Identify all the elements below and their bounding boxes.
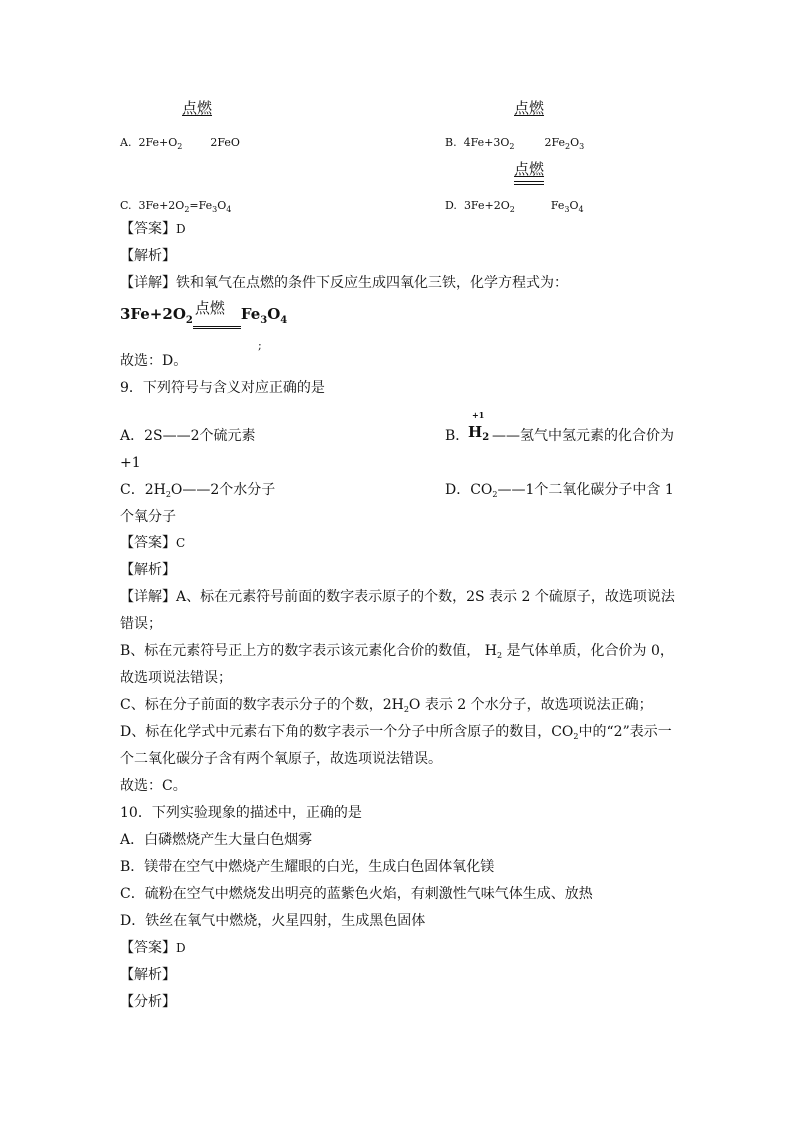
q10-option-b: B．镁带在空气中燃烧产生耀眼的白光，生成白色固体氧化镁 <box>120 859 495 875</box>
option-b: B. $4Fe+3O_2$ $2Fe_2O_3$ <box>445 136 585 151</box>
q9-option-b-letter: B． <box>445 428 470 444</box>
q9-option-b-cont: +1 <box>120 455 141 471</box>
q8-choose: 故选：D。 <box>120 353 188 369</box>
option-c: C. $3Fe+2O_2=Fe_3O_4$ <box>120 199 232 214</box>
q9-option-b-text: ——氢气中氢元素的化合价为 <box>492 428 674 444</box>
answer-line: 【答案】D <box>120 221 186 237</box>
q10-option-c: C．硫粉在空气中燃烧发出明亮的蓝紫色火焰，有刺激性气味气体生成、放热 <box>120 886 593 902</box>
q10-option-a: A．白磷燃烧产生大量白色烟雾 <box>120 832 313 848</box>
q9-detail-line6: D、标在化学式中元素右下角的数字表示一个分子中所含原子的数目，$CO_2$中的“2”表示一 <box>120 724 672 741</box>
detail-line: 【详解】铁和氧气在点燃的条件下反应生成四氧化三铁，化学方程式为： <box>120 275 568 291</box>
q9-stem: 9．下列符号与含义对应正确的是 <box>120 380 325 396</box>
option-d: D. $3Fe+2O_2$ $Fe_3O_4$ <box>445 199 584 214</box>
q9-detail-line7: 个二氧化碳分子含有两个氧原子，故选项说法错误。 <box>120 751 442 767</box>
q10-stem: 10．下列实验现象的描述中，正确的是 <box>120 805 362 821</box>
hydrogen-valence-symbol: +1 $H_2$ <box>468 410 490 443</box>
q9-detail-line2: 错误； <box>120 616 162 632</box>
q10-analysis-label: 【解析】 <box>120 967 176 983</box>
q9-detail-line5: C、标在分子前面的数字表示分子的个数，$2H_2O$ 表示 2 个水分子，故选项说法正确； <box>120 697 653 714</box>
q9-detail-line1: 【详解】A、标在元素符号前面的数字表示原子的个数，2S 表示 2 个硫原子，故选项说法 <box>120 589 675 605</box>
q9-option-d: D．$CO_2——1$个二氧化碳分子中含 1 <box>445 482 674 499</box>
q9-option-a: A．2S——2个硫元素 <box>120 428 256 444</box>
q10-analysis2-label: 【分析】 <box>120 994 176 1010</box>
q9-detail-line4: 故选项说法错误； <box>120 670 232 686</box>
option-a: A. $2Fe+O_2$ 2FeO <box>120 136 240 151</box>
chemical-equation: $3Fe+2O_2$ 点燃 $Fe_3O_4$ <box>120 307 287 326</box>
q9-choose: 故选：C。 <box>120 778 187 794</box>
condition-label-b: 点燃 <box>514 99 545 117</box>
q9-option-d-cont: 个氧分子 <box>120 509 176 525</box>
q9-option-c: C．$2H_2O——2$个水分子 <box>120 482 276 499</box>
q10-answer-line: 【答案】D <box>120 940 186 956</box>
q10-option-d: D．铁丝在氧气中燃烧，火星四射，生成黑色固体 <box>120 913 426 929</box>
analysis-label: 【解析】 <box>120 248 176 264</box>
q9-answer-line: 【答案】C <box>120 535 186 551</box>
q9-analysis-label: 【解析】 <box>120 562 176 578</box>
equal-sign <box>514 181 544 185</box>
condition-label-d: 点燃 <box>514 158 544 185</box>
condition-label-a: 点燃 <box>182 99 213 117</box>
equation-tail: ; <box>258 339 262 352</box>
q9-detail-line3: B、标在元素符号正上方的数字表示该元素化合价的数值， $H_2$ 是气体单质，化合价为 0， <box>120 643 674 660</box>
